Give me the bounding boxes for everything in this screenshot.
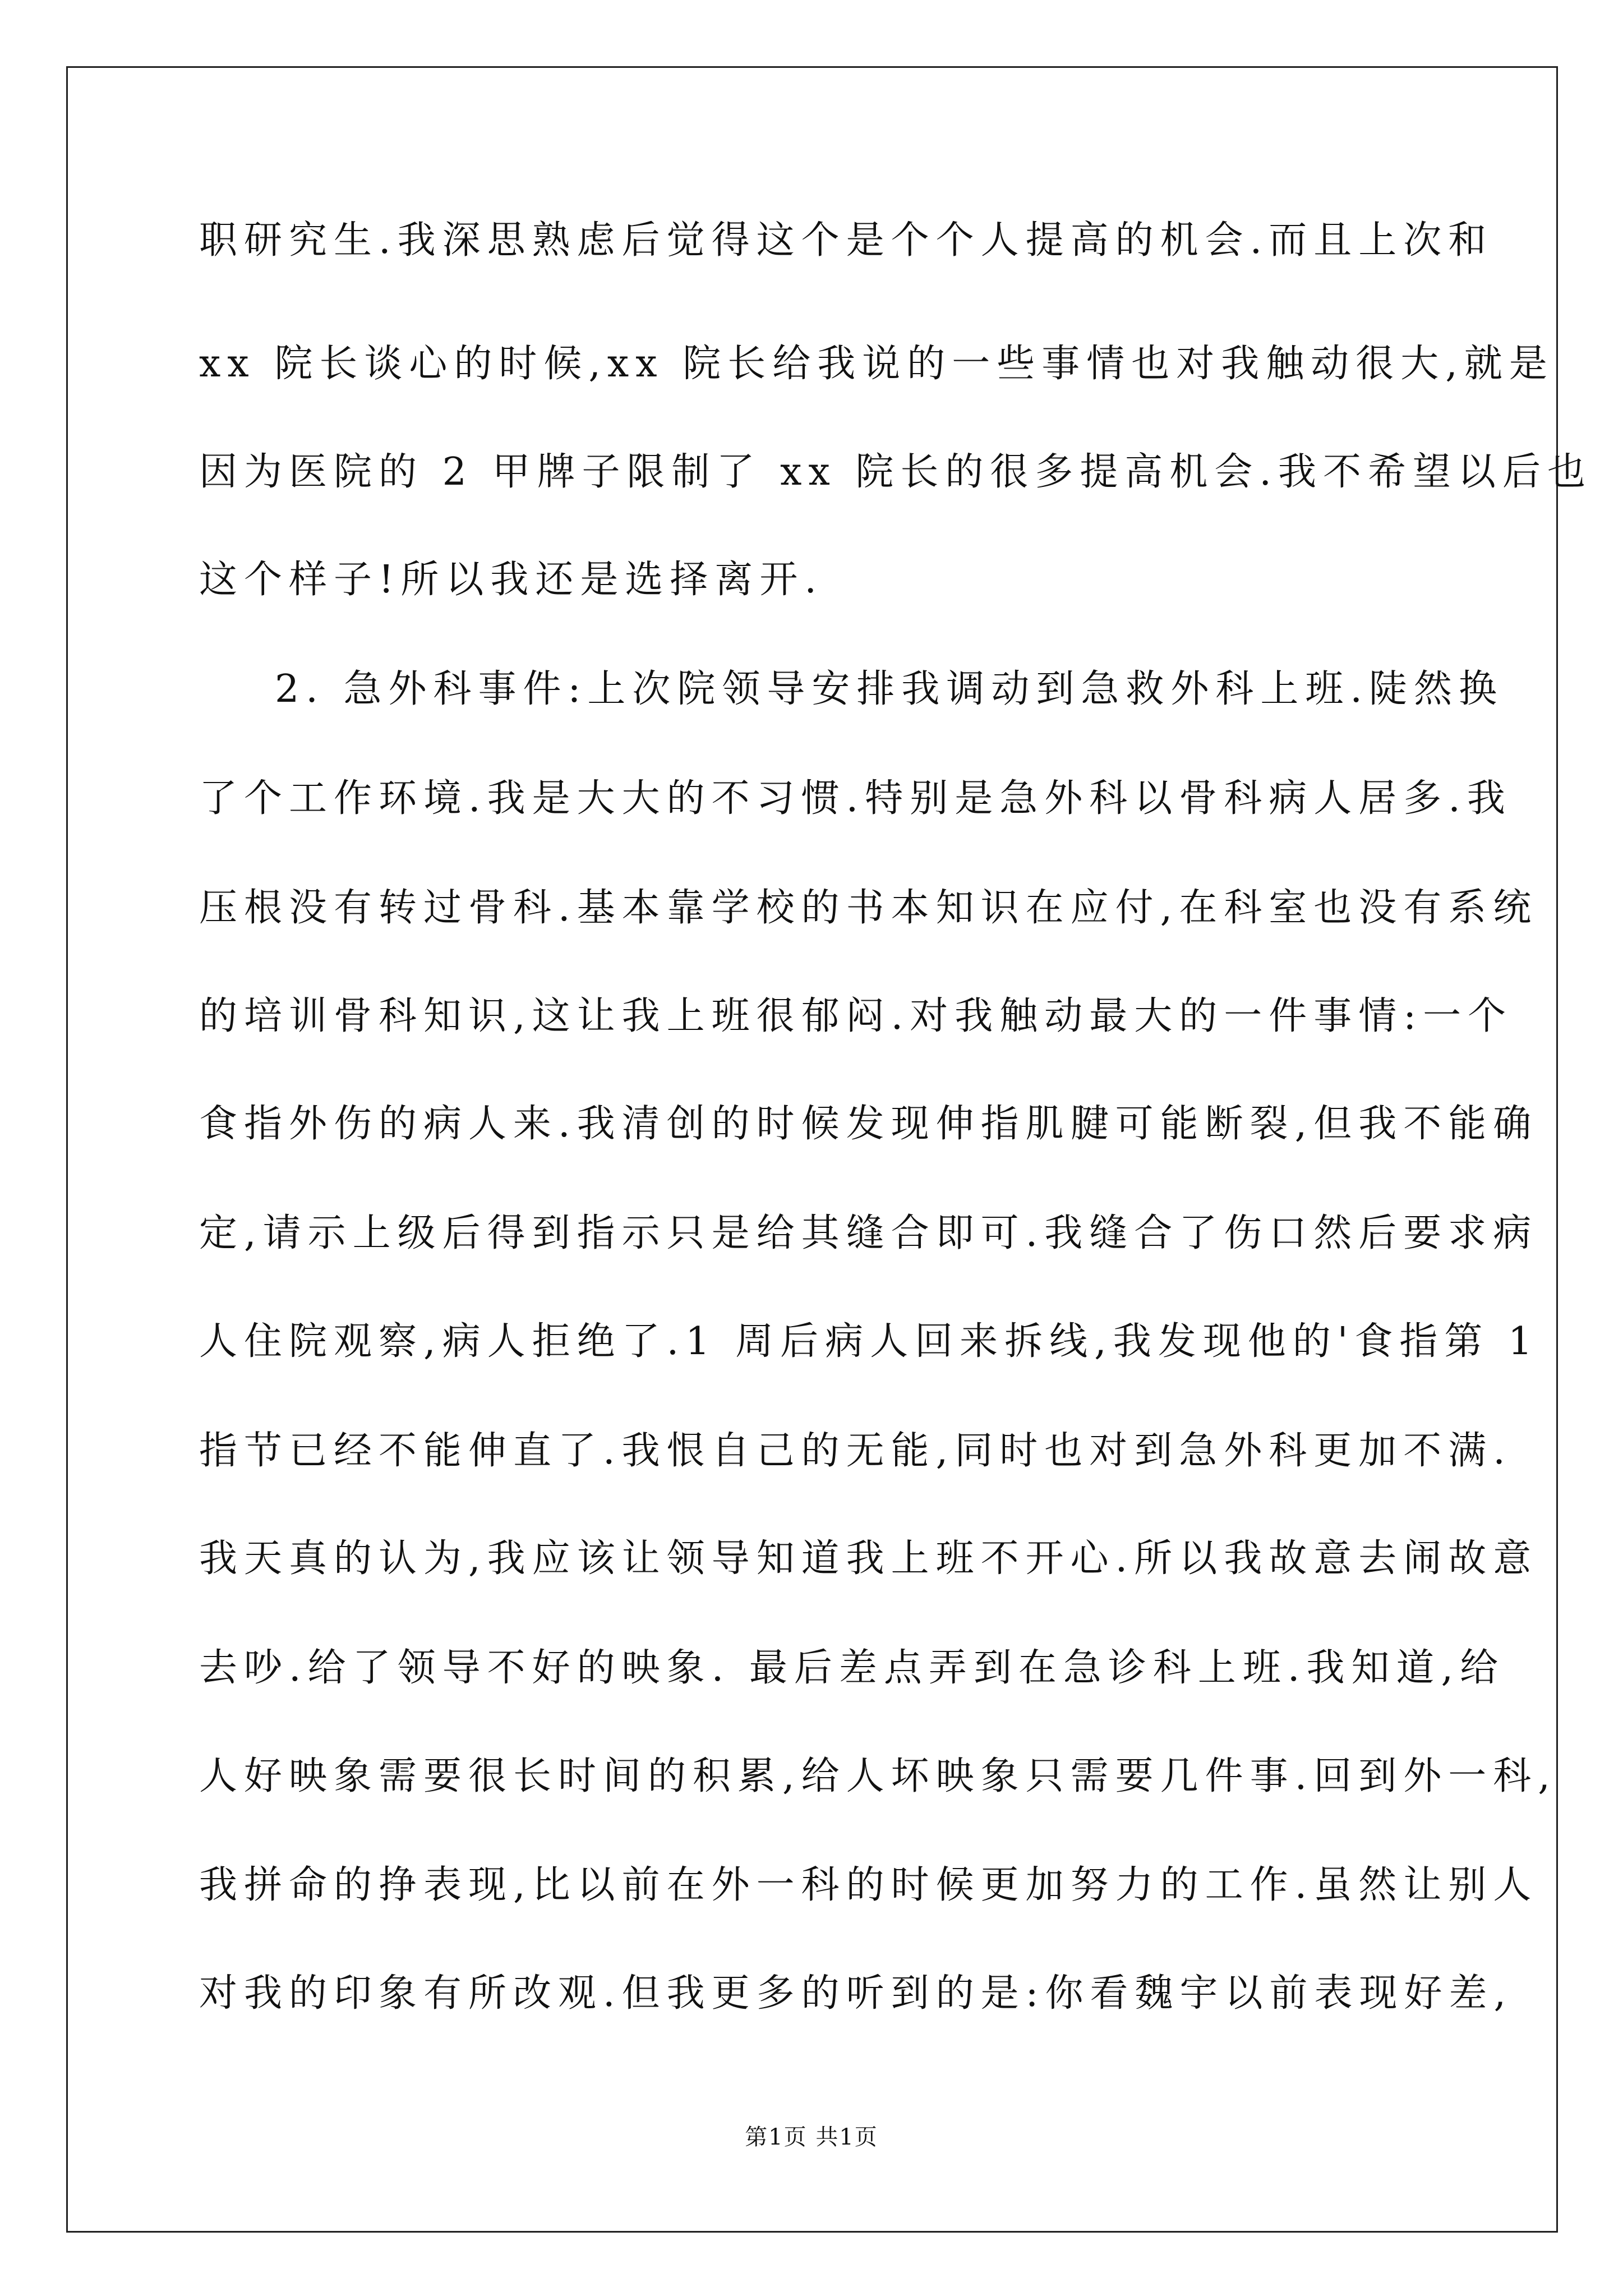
page-border (66, 66, 1558, 2233)
text-line: 对我的印象有所改观.但我更多的听到的是:你看魏宇以前表现好差, (199, 1971, 1513, 2016)
text-line: 人住院观察,病人拒绝了.1 周后病人回来拆线,我发现他的'食指第 1 (199, 1319, 1539, 1364)
text-line: 2. 急外科事件:上次院领导安排我调动到急救外科上班.陡然换 (275, 667, 1504, 711)
text-line: 食指外伤的病人来.我清创的时候发现伸指肌腱可能断裂,但我不能确 (199, 1102, 1538, 1146)
text-line: 人好映象需要很长时间的积累,给人坏映象只需要几件事.回到外一科, (199, 1754, 1557, 1798)
text-line: 的培训骨科知识,这让我上班很郁闷.对我触动最大的一件事情:一个 (199, 994, 1513, 1038)
text-line: 了个工作环境.我是大大的不习惯.特别是急外科以骨科病人居多.我 (199, 776, 1512, 821)
text-line: 我拼命的挣表现,比以前在外一科的时候更加努力的工作.虽然让别人 (199, 1863, 1538, 1907)
text-line: 这个样子!所以我还是选择离开. (199, 558, 823, 602)
text-line: 我天真的认为,我应该让领导知道我上班不开心.所以我故意去闹故意 (199, 1536, 1538, 1581)
text-line: 压根没有转过骨科.基本靠学校的书本知识在应付,在科室也没有系统 (199, 886, 1538, 930)
text-line: 因为医院的 2 甲牌子限制了 xx 院长的很多提高机会.我不希望以后也 (199, 450, 1593, 494)
text-line: 去吵.给了领导不好的映象. 最后差点弄到在急诊科上班.我知道,给 (199, 1646, 1505, 1690)
text-line: 定,请示上级后得到指示只是给其缝合即可.我缝合了伤口然后要求病 (199, 1211, 1538, 1255)
text-line: 职研究生.我深思熟虑后觉得这个是个个人提高的机会.而且上次和 (199, 218, 1493, 263)
text-line: xx 院长谈心的时候,xx 院长给我说的一些事情也对我触动很大,就是 (199, 342, 1554, 386)
text-line: 指节已经不能伸直了.我恨自己的无能,同时也对到急外科更加不满. (199, 1429, 1512, 1473)
page-number-footer: 第1页 共1页 (745, 2124, 878, 2150)
